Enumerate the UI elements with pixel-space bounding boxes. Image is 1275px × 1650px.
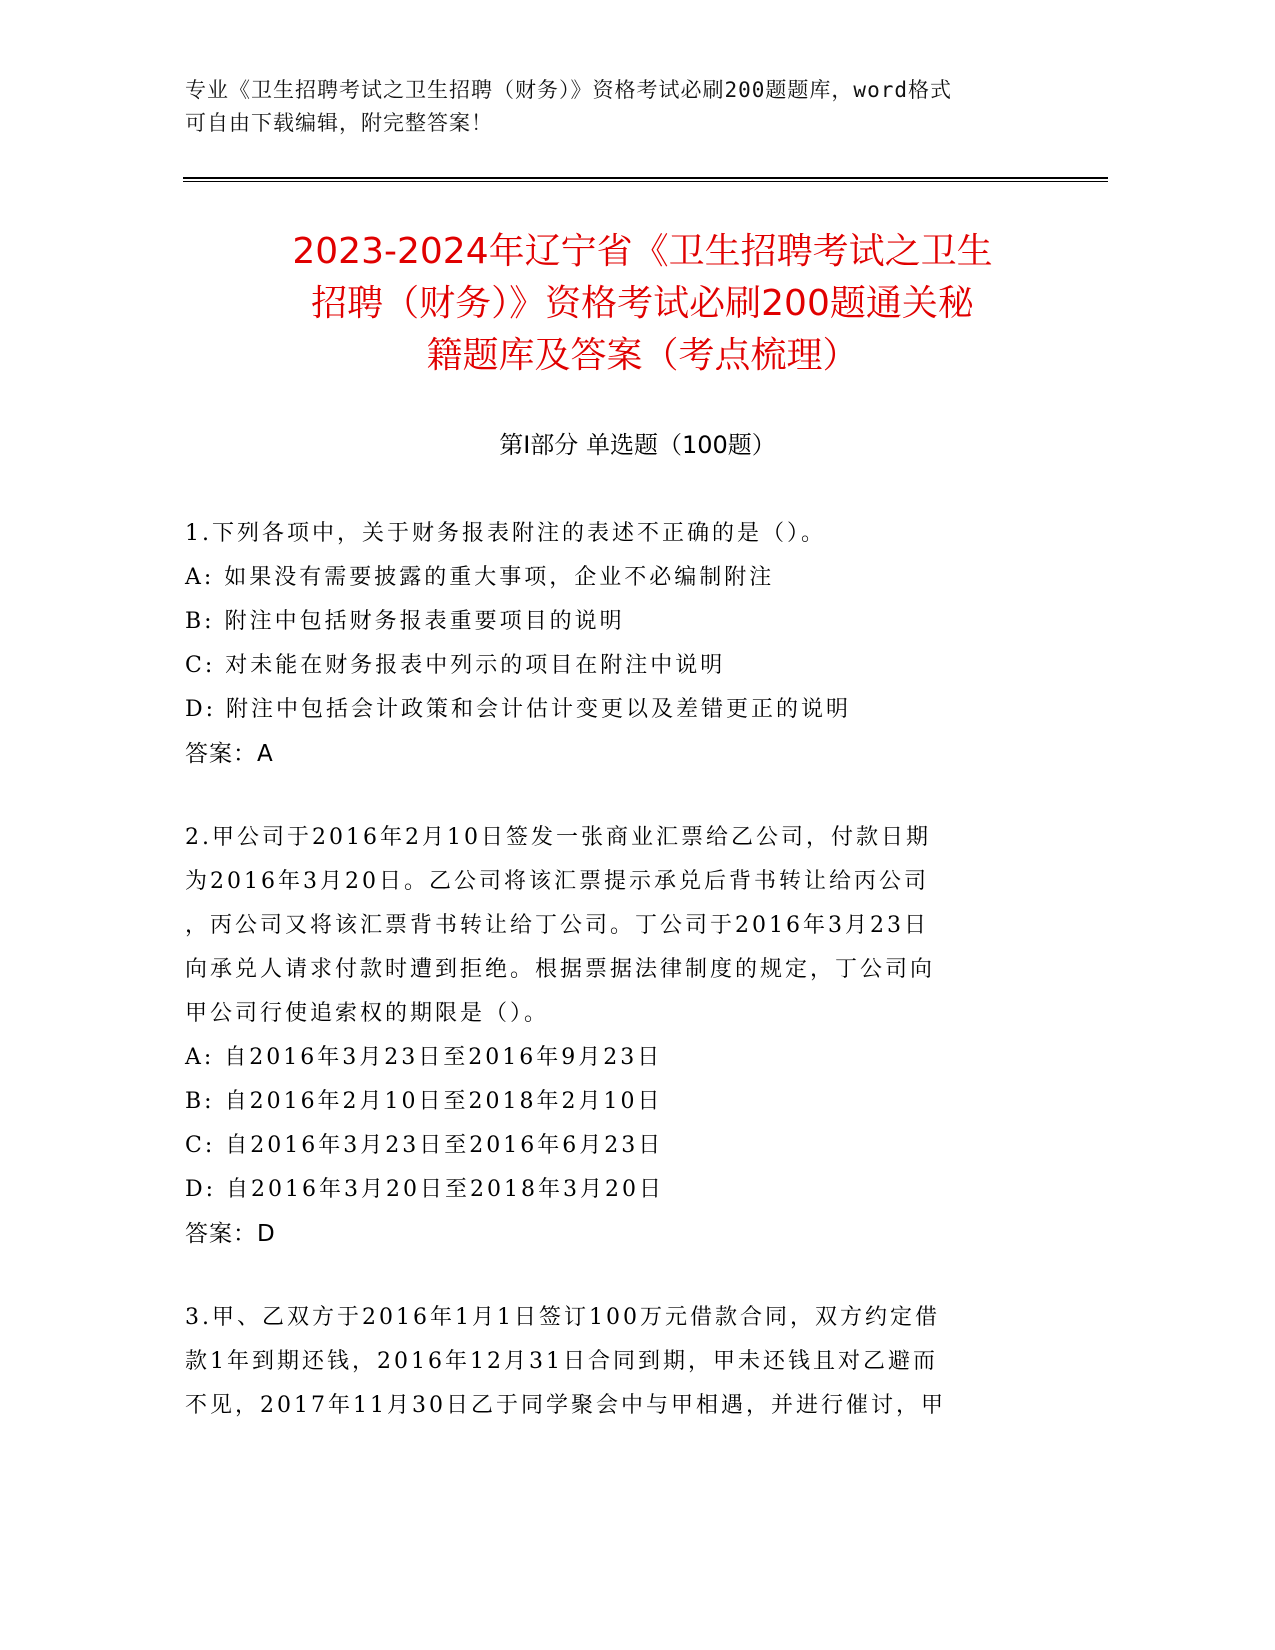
question-stem: 款1年到期还钱，2016年12月31日合同到期，甲未还钱且对乙避而: [185, 1349, 938, 1374]
header-note-line: 可自由下载编辑，附完整答案！: [185, 111, 493, 135]
header-note: [185, 74, 1065, 140]
header-divider-thin: [183, 181, 1108, 182]
option-d: D: 自2016年3月20日至2018年3月20日: [185, 1177, 665, 1202]
answer-label: 答案：D: [185, 1221, 276, 1247]
header-note-line: 专业《卫生招聘考试之卫生招聘（财务）》资格考试必刷200题题库，word格式: [185, 78, 952, 102]
option-c: C: 对未能在财务报表中列示的项目在附注中说明: [185, 653, 726, 678]
option-d: D: 附注中包括会计政策和会计估计变更以及差错更正的说明: [185, 697, 852, 722]
question-stem: 甲公司行使追索权的期限是（）。: [185, 1001, 550, 1026]
question-2: [185, 816, 1085, 1256]
question-1: [185, 512, 1085, 776]
title-line: 招聘（财务）》资格考试必刷200题通关秘: [311, 283, 974, 324]
question-stem: ，丙公司又将该汇票背书转让给丁公司。丁公司于2016年3月23日: [185, 913, 929, 938]
question-stem: 1.下列各项中，关于财务报表附注的表述不正确的是（）。: [185, 521, 826, 546]
question-stem: 为2016年3月20日。乙公司将该汇票提示承兑后背书转让给丙公司: [185, 869, 929, 894]
question-stem: 2.甲公司于2016年2月10日签发一张商业汇票给乙公司，付款日期: [185, 825, 931, 850]
option-a: A: 自2016年3月23日至2016年9月23日: [185, 1045, 663, 1070]
question-stem: 不见，2017年11月30日乙于同学聚会中与甲相遇，并进行催讨，甲: [185, 1393, 946, 1418]
question-list: [185, 512, 1085, 1468]
option-b: B: 附注中包括财务报表重要项目的说明: [185, 609, 625, 634]
title-line: 2023-2024年辽宁省《卫生招聘考试之卫生: [292, 231, 993, 272]
question-stem: 3.甲、乙双方于2016年1月1日签订100万元借款合同，双方约定借: [185, 1305, 940, 1330]
question-3: [185, 1296, 1085, 1428]
header-divider: [183, 177, 1108, 179]
title-line: 籍题库及答案（考点梳理）: [426, 335, 859, 376]
option-c: C: 自2016年3月23日至2016年6月23日: [185, 1133, 664, 1158]
option-a: A: 如果没有需要披露的重大事项，企业不必编制附注: [185, 565, 775, 590]
answer-label: 答案：A: [185, 741, 274, 767]
section-title: 第Ⅰ部分 单选题（100题）: [499, 431, 776, 459]
document-title: [190, 226, 1095, 382]
option-b: B: 自2016年2月10日至2018年2月10日: [185, 1089, 663, 1114]
question-stem: 向承兑人请求付款时遭到拒绝。根据票据法律制度的规定，丁公司向: [185, 957, 936, 982]
